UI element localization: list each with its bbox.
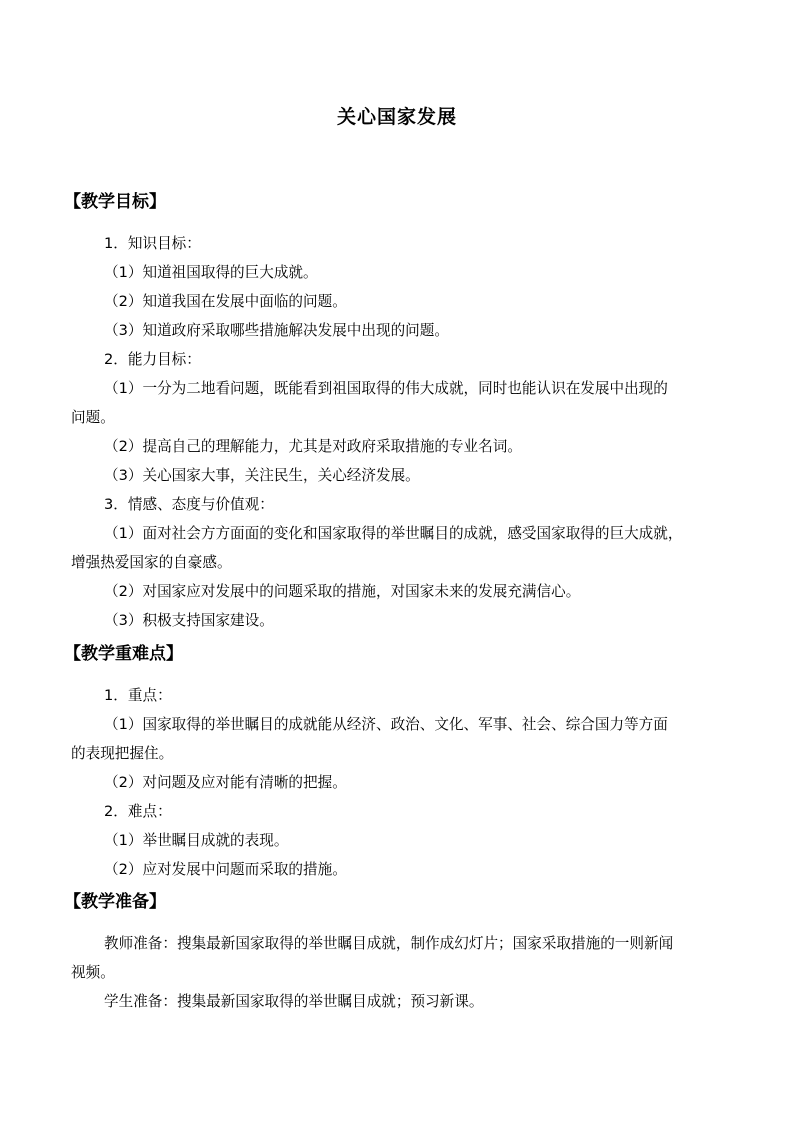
objective-line: （1）面对社会方方面面的变化和国家取得的举世瞩目的成就，感受国家取得的巨大成就， [104,525,683,542]
objective-line: （2）提高自己的理解能力，尤其是对政府采取措施的专业名词。 [104,438,522,455]
preparation-line: 学生准备：搜集最新国家取得的举世瞩目成就；预习新课。 [104,993,484,1010]
page-title: 关心国家发展 [336,106,457,128]
key-point-line: 2．难点： [104,803,172,820]
key-point-line: （2）应对发展中问题而采取的措施。 [104,861,347,878]
objective-line: 2．能力目标： [104,351,201,368]
objective-line: 1．知识目标： [104,235,201,252]
objective-line: （3）知道政府采取哪些措施解决发展中出现的问题。 [104,322,449,339]
key-point-line: 1．重点： [104,687,172,704]
objective-line: 增强热爱国家的自豪感。 [71,554,232,571]
key-point-line: （2）对问题及应对能有清晰的把握。 [104,774,347,791]
objective-line: （3）积极支持国家建设。 [104,612,274,629]
key-point-line: （1）举世瞩目成就的表现。 [104,832,289,849]
objective-line: （1）知道祖国取得的巨大成就。 [104,264,318,281]
objective-line: （1）一分为二地看问题，既能看到祖国取得的伟大成就，同时也能认识在发展中出现的 [104,380,668,397]
preparation-line: 教师准备：搜集最新国家取得的举世瞩目成就，制作成幻灯片；国家采取措施的一则新闻 [104,935,674,952]
preparation-line: 视频。 [71,964,115,981]
key-point-line: （1）国家取得的举世瞩目的成就能从经济、政治、文化、军事、社会、综合国力等方面 [104,716,668,733]
section-heading-objectives: 【教学目标】 [64,192,166,212]
section-heading-preparation: 【教学准备】 [64,892,166,912]
objective-line: （2）知道我国在发展中面临的问题。 [104,293,347,310]
objective-line: 3．情感、态度与价值观： [104,496,274,513]
section-heading-key-points: 【教学重难点】 [64,644,183,664]
objective-line: （3）关心国家大事，关注民生，关心经济发展。 [104,467,420,484]
objective-line: （2）对国家应对发展中的问题采取的措施，对国家未来的发展充满信心。 [104,583,581,600]
objective-line: 问题。 [71,409,115,426]
key-point-line: 的表现把握住。 [71,745,174,762]
